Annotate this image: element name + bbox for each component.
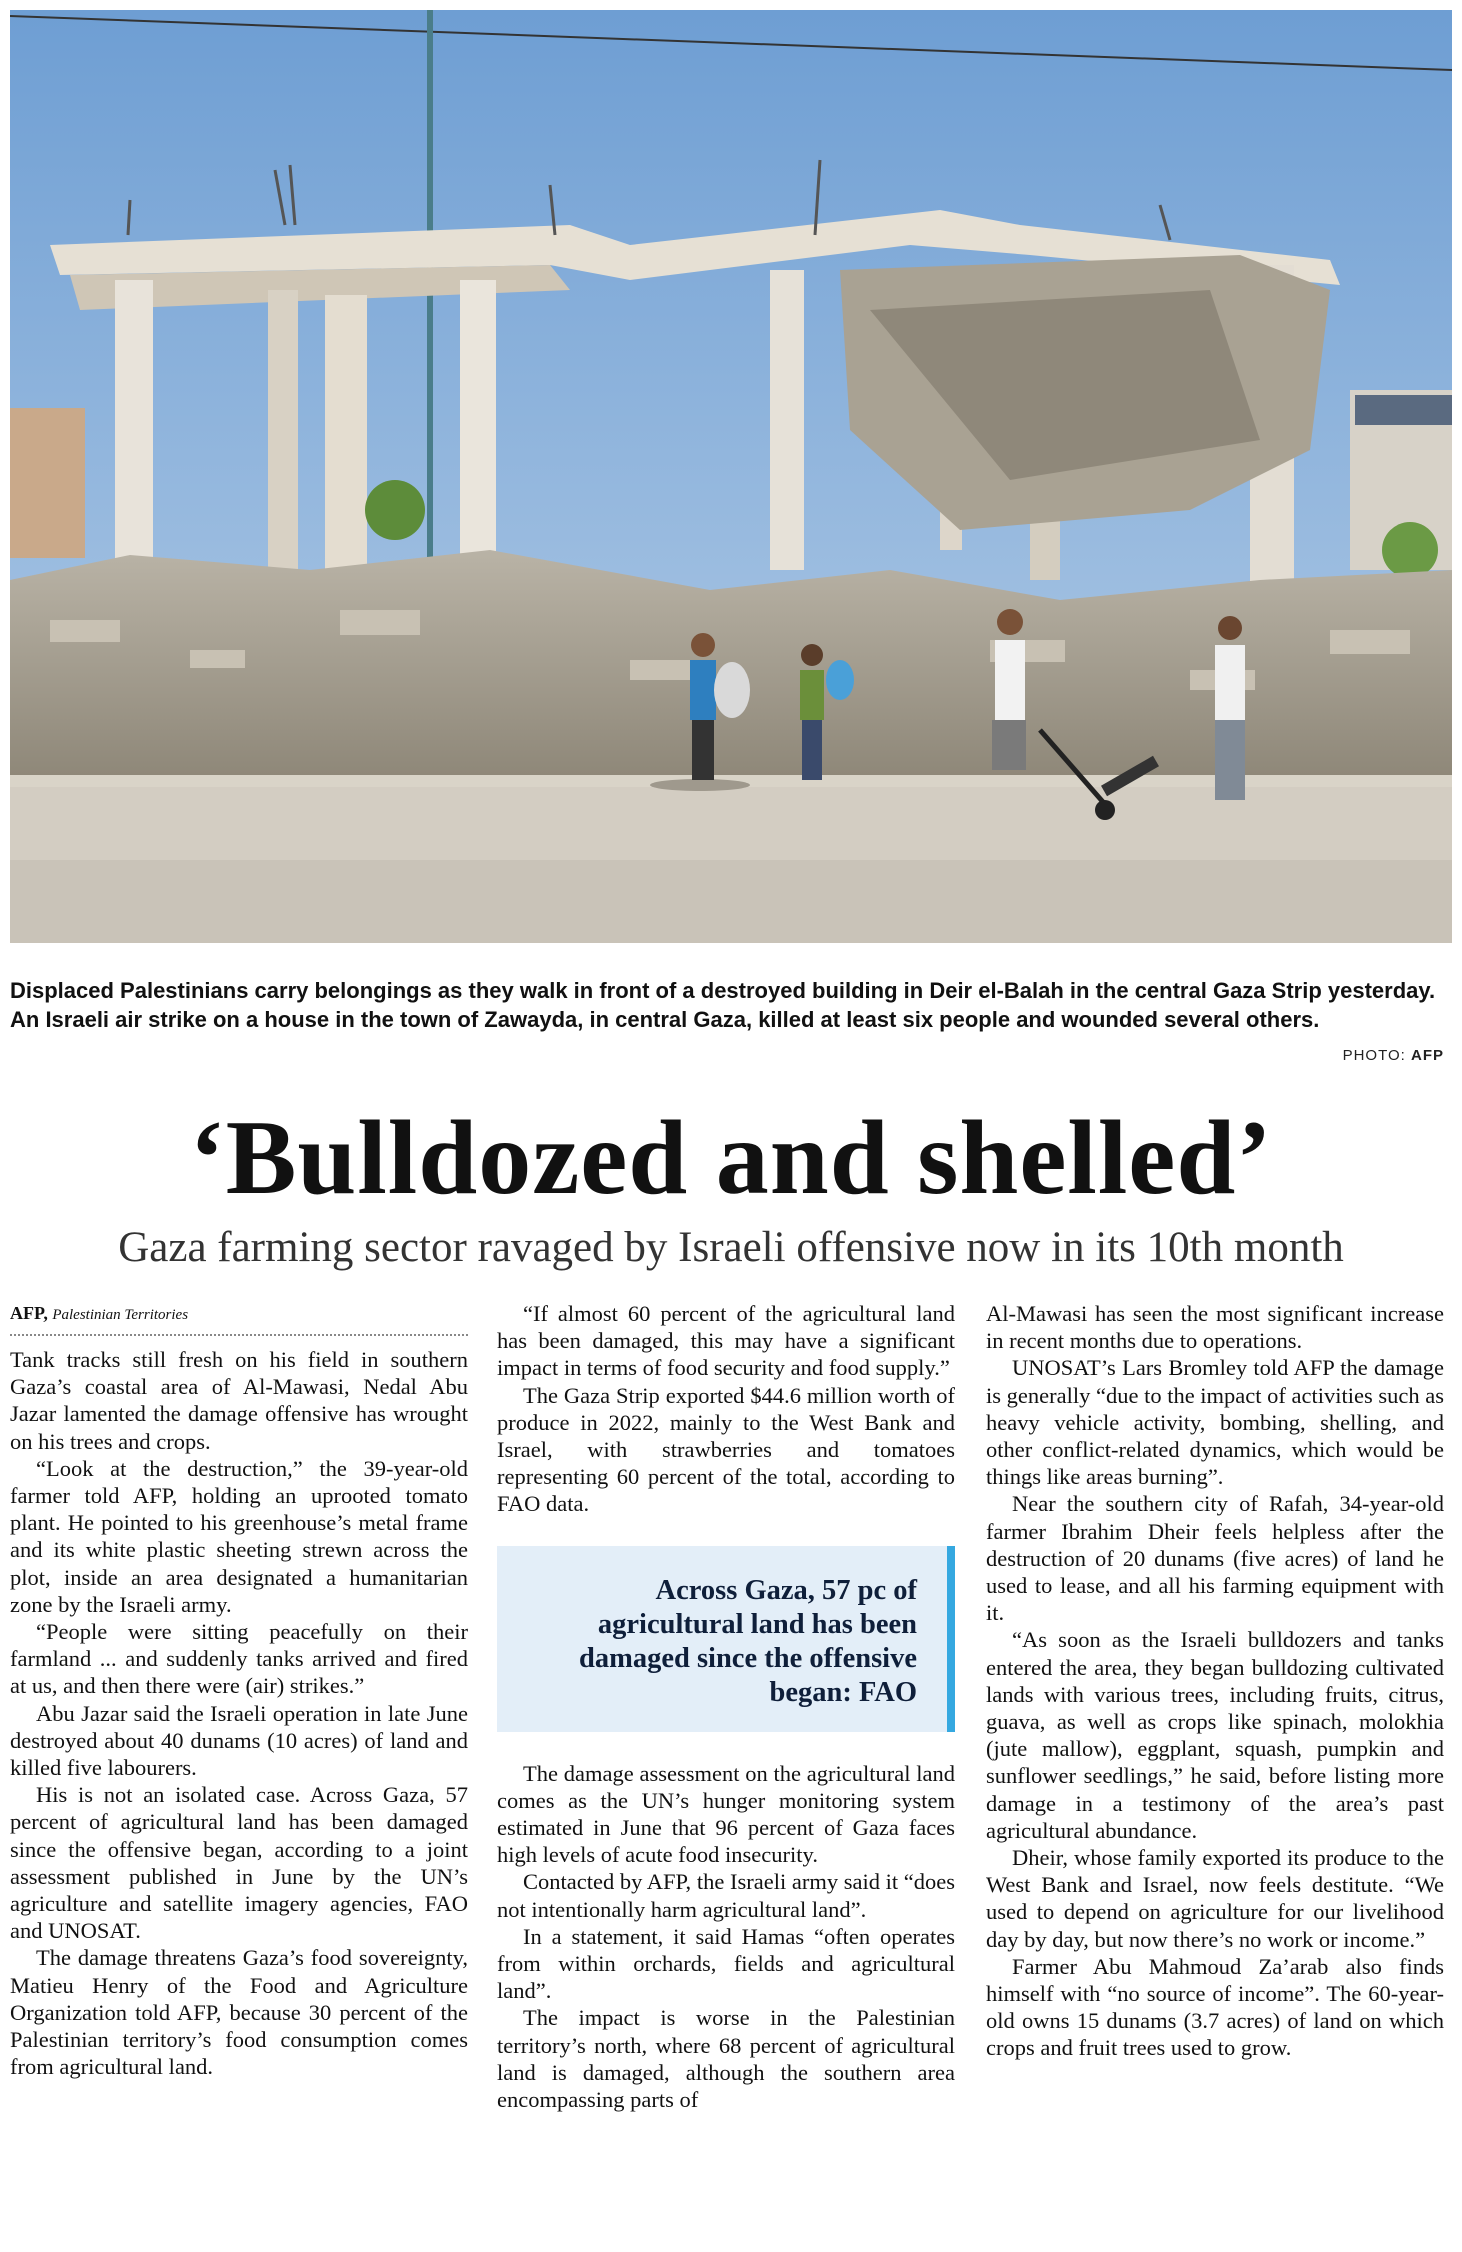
paragraph: “People were sitting peacefully on their farmland ... and suddenly tanks arrived and fired at us, and then there were (air) strikes.”	[10, 1619, 468, 1699]
photo-credit-label: PHOTO:	[1342, 1047, 1406, 1064]
photo-credit	[1343, 1047, 1444, 1064]
paragraph: In a statement, it said Hamas “often operates from within orchards, fields and agricultural land”.	[497, 1923, 955, 2004]
paragraph: “If almost 60 percent of the agricultural land has been damaged, this may have a significant impact in terms of food security and food supply.”	[497, 1301, 955, 1381]
byline-agency: AFP,	[10, 1303, 48, 1323]
paragraph: The Gaza Strip exported $44.6 million worth of produce in 2022, mainly to the West Bank and Israel, with strawberries and tomatoes representing 60 percent of the total, according to FAO data.	[497, 1382, 955, 1517]
headline: ‘Bulldozed and shelled’	[189, 1099, 1273, 1216]
paragraph: “As soon as the Israeli bulldozers and tanks entered the area, they began bulldozing cultivated lands with various trees, including fruits, citrus, guava, as well as crops like spinach, molokhia (jute mallow), eggplant, squash, pumpkin and sunflower seedlings,” he said, before listing more damage in a testimony of the area’s past agricultural abundance.	[986, 1627, 1444, 1843]
photo-caption: Displaced Palestinians carry belongings as they walk in front of a destroyed building in Deir el-Balah in the central Gaza Strip yesterday. An Israeli air strike on a house in the town of Zawayda, in central Gaza, killed at least six people and wounded several others.	[10, 978, 1436, 1032]
paragraph: Tank tracks still fresh on his field in southern Gaza’s coastal area of Al-Mawasi, Nedal Abu Jazar lamented the damage offensive has wrought on his trees and crops.	[10, 1347, 468, 1454]
news-photo	[10, 10, 1452, 943]
paragraph: Near the southern city of Rafah, 34-year-old farmer Ibrahim Dheir feels helpless after the destruction of 20 dunams (five acres) of land he used to lease, and all his farming equipment with it.	[986, 1491, 1444, 1626]
paragraph: Contacted by AFP, the Israeli army said it “does not intentionally harm agricultural land”.	[497, 1869, 955, 1922]
article-column-1	[10, 1300, 468, 2080]
article-column-2	[497, 1300, 955, 2113]
paragraph: The impact is worse in the Palestinian territory’s north, where 68 percent of agricultural land is damaged, although the southern area encompassing parts of	[497, 2005, 955, 2113]
byline-location: Palestinian Territories	[52, 1307, 189, 1323]
photo-credit-source: AFP	[1411, 1047, 1444, 1064]
paragraph: The damage assessment on the agricultural land comes as the UN’s hunger monitoring system estimated in June that 96 percent of Gaza faces high levels of acute food insecurity.	[497, 1760, 955, 1868]
article-column-3	[986, 1300, 1444, 2062]
subheadline: Gaza farming sector ravaged by Israeli offensive now in its 10th month	[118, 1224, 1344, 1271]
paragraph: Farmer Abu Mahmoud Za’arab also finds himself with “no source of income”. The 60-year-old owns 15 dunams (3.7 acres) of land on which crops and fruit trees used to grow.	[986, 1953, 1444, 2061]
destroyed-building-photo	[10, 10, 1452, 943]
paragraph: “Look at the destruction,” the 39-year-old farmer told AFP, holding an uprooted tomato plant. He pointed to his greenhouse’s metal frame and its white plastic sheeting strewn across the plot, inside an area designated a humanitarian zone by the Israeli army.	[10, 1455, 468, 1617]
paragraph: His is not an isolated case. Across Gaza, 57 percent of agricultural land has been damaged since the offensive began, according to a joint assessment published in June by the UN’s agriculture and satellite imagery agencies, FAO and UNOSAT.	[10, 1782, 468, 1944]
paragraph: The damage threatens Gaza’s food sovereignty, Matieu Henry of the Food and Agriculture Organization told AFP, because 30 percent of the Palestinian territory’s food consumption comes from agricultural land.	[10, 1945, 468, 2080]
pull-quote: Across Gaza, 57 pc of agricultural land has been damaged since the offensive began: FAO	[497, 1546, 955, 1732]
paragraph: UNOSAT’s Lars Bromley told AFP the damage is generally “due to the impact of activities such as heavy vehicle activity, bombing, shelling, and other conflict-related dynamics, which would be things like areas burning”.	[986, 1355, 1444, 1490]
paragraph: Dheir, whose family exported its produce to the West Bank and Israel, now feels destitute. “We used to depend on agriculture for our livelihood day by day, but now there’s no work or income.”	[986, 1845, 1444, 1952]
byline	[10, 1300, 468, 1336]
paragraph: Al-Mawasi has seen the most significant increase in recent months due to operations.	[986, 1301, 1444, 1354]
paragraph: Abu Jazar said the Israeli operation in late June destroyed about 40 dunams (10 acres) of land and killed five labourers.	[10, 1700, 468, 1781]
